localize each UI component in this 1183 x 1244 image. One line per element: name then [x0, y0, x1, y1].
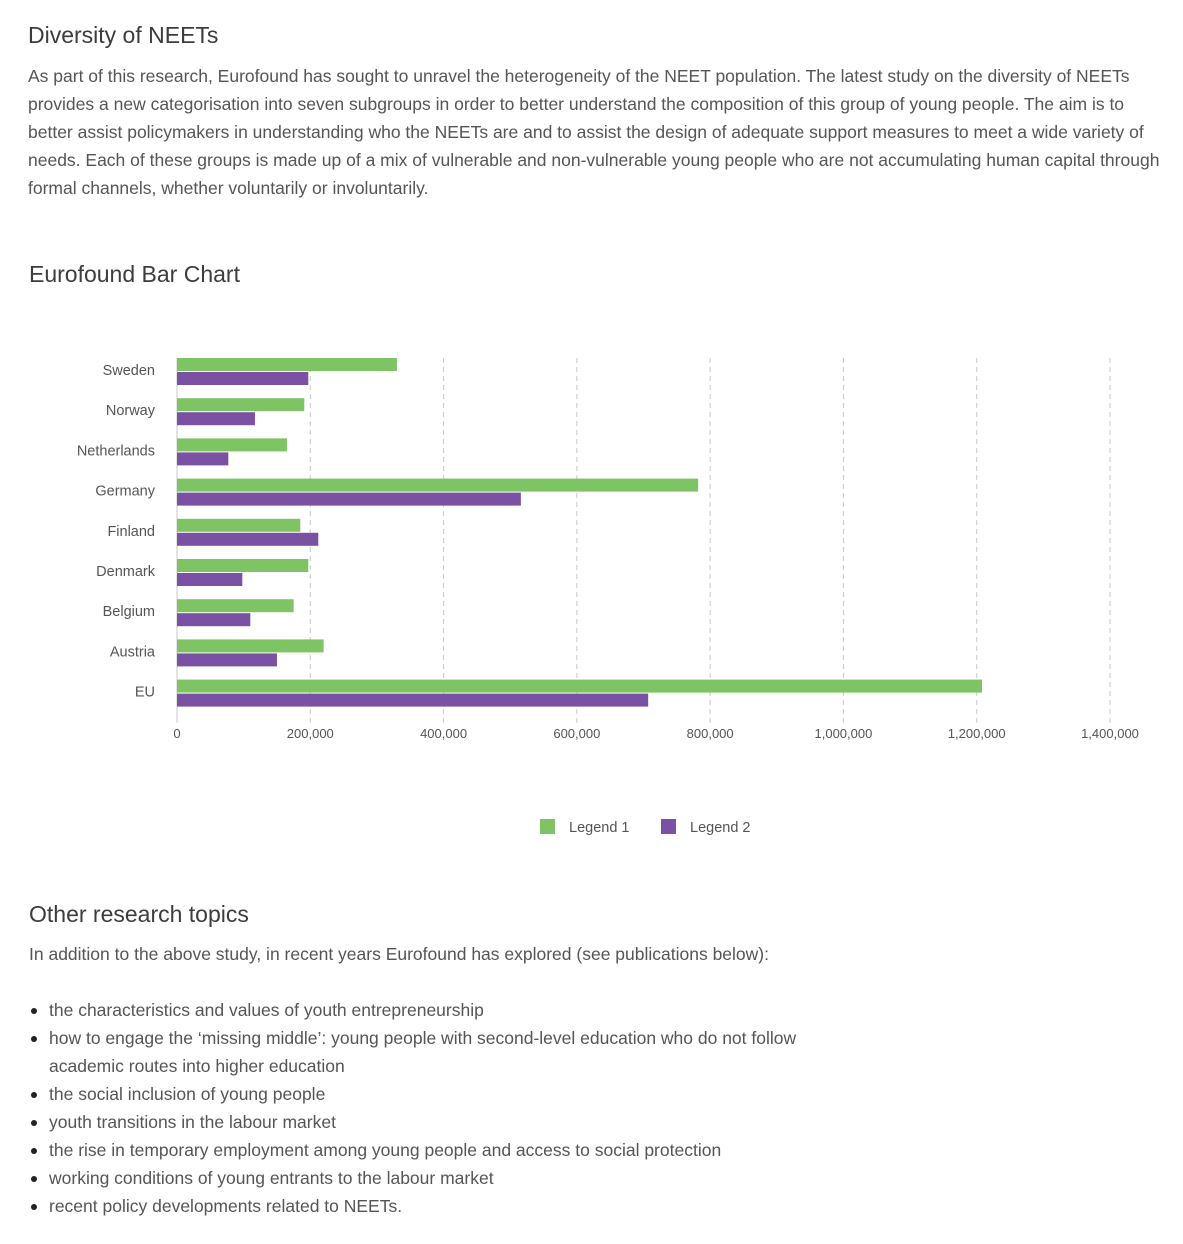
bar-legend1-belgium [177, 599, 294, 612]
topic-item-text: how to engage the ‘missing middle’: young people with second-level education who do not follow academic routes into higher education [49, 1028, 797, 1076]
bar-legend2-sweden [177, 372, 308, 385]
bar-legend1-eu [177, 680, 982, 693]
bar-legend1-finland [177, 519, 300, 532]
x-tick-label: 1,200,000 [947, 725, 1006, 741]
bullet-icon [31, 1120, 37, 1126]
topic-item [29, 1108, 859, 1136]
bullet-icon [31, 1176, 37, 1182]
bullet-icon [31, 1148, 37, 1154]
legend-label: Legend 1 [569, 820, 630, 836]
x-tick-label: 200,000 [286, 725, 334, 741]
bar-legend2-finland [177, 533, 318, 546]
topic-item-text: the characteristics and values of youth entrepreneurship [49, 1000, 484, 1020]
topic-item [29, 1024, 859, 1080]
bar-legend2-germany [177, 493, 521, 506]
section-title-other-topics: Other research topics [29, 901, 249, 927]
category-label: Norway [105, 403, 155, 420]
category-label: Finland [107, 523, 155, 540]
x-tick-label: 800,000 [686, 725, 734, 741]
topic-item [29, 1080, 859, 1108]
x-tick-label: 600,000 [553, 725, 601, 741]
bar-legend2-netherlands [177, 452, 228, 465]
legend-swatch [540, 819, 555, 834]
legend-swatch [661, 819, 676, 834]
topic-item-text: working conditions of young entrants to the labour market [49, 1168, 494, 1188]
category-label: Netherlands [76, 443, 155, 460]
category-label: Austria [109, 644, 155, 661]
bar-legend1-denmark [177, 559, 308, 572]
bar-chart [0, 330, 1183, 850]
topic-item-text: the social inclusion of young people [49, 1084, 326, 1104]
topic-item [29, 1136, 859, 1164]
bullet-icon [31, 1008, 37, 1014]
bar-legend1-austria [177, 639, 324, 652]
legend-label: Legend 2 [690, 820, 751, 836]
x-tick-label: 1,400,000 [1081, 725, 1139, 741]
topic-item-text: the rise in temporary employment among young people and access to social protection [49, 1140, 722, 1160]
category-label: Denmark [96, 564, 155, 580]
bar-legend1-norway [177, 398, 304, 411]
intro-paragraph: As part of this research, Eurofound has sought to unravel the heterogeneity of the NEET population. The latest study on the diversity of NEETs provides a new categorisation into seven subgroups in order to better understand the composition of this group of young people. The aim is to better assist policymakers in understanding who the NEETs are and to assist the design of adequate support measures to meet a wide variety of needs. Each of these groups is made up of a mix of vulnerable and non-vulnerable young people who are not accumulating human capital through formal channels, whether voluntarily or involuntarily. [28, 66, 1160, 198]
bar-legend2-denmark [177, 573, 242, 586]
topic-item-text: youth transitions in the labour market [49, 1112, 336, 1132]
category-label: Germany [95, 483, 155, 500]
topic-item [29, 1164, 859, 1192]
bar-legend1-germany [177, 479, 698, 492]
topic-item-text: recent policy developments related to NEETs. [49, 1196, 403, 1216]
bar-legend2-austria [177, 653, 277, 666]
x-tick-label: 0 [173, 725, 181, 741]
bullet-icon [31, 1092, 37, 1098]
topic-item [29, 1192, 859, 1220]
x-tick-label: 1,000,000 [814, 725, 873, 741]
bar-legend2-eu [177, 694, 648, 707]
bar-legend1-sweden [177, 358, 397, 371]
category-label: Belgium [102, 604, 155, 621]
category-label: Sweden [102, 363, 155, 379]
bar-legend2-norway [177, 412, 255, 425]
bar-legend1-netherlands [177, 438, 287, 451]
bar-legend2-belgium [177, 613, 250, 626]
topic-item [29, 996, 859, 1024]
bullet-icon [31, 1204, 37, 1210]
category-label: EU [134, 684, 155, 701]
x-tick-label: 400,000 [420, 725, 468, 741]
topics-list [29, 996, 859, 1220]
topics-intro: In addition to the above study, in recent years Eurofound has explored (see publications below): [29, 944, 769, 964]
section-title-diversity: Diversity of NEETs [28, 22, 219, 48]
chart-heading: Eurofound Bar Chart [29, 261, 240, 287]
bullet-icon [31, 1036, 37, 1042]
